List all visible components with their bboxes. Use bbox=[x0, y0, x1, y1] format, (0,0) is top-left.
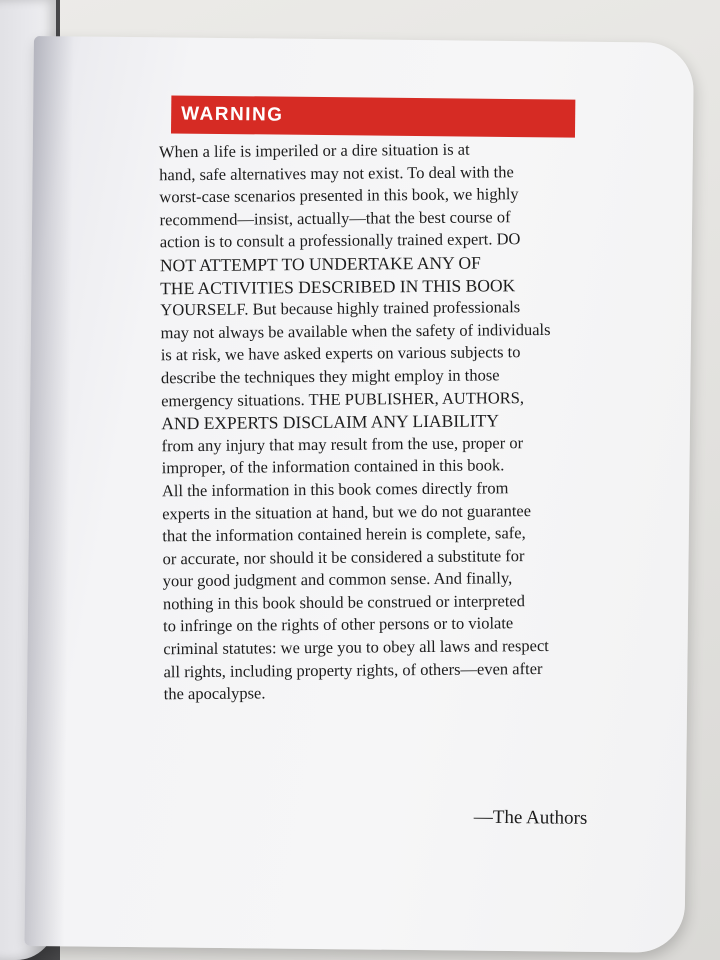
text-line: YOURSELF. But because highly trained professionals bbox=[160, 297, 521, 320]
text-line: nothing in this book should be construed or interpreted bbox=[162, 591, 526, 614]
signature: —The Authors bbox=[473, 806, 588, 829]
page-gutter-shadow bbox=[24, 36, 74, 946]
text-line: All the information in this book comes directly from bbox=[161, 478, 509, 501]
text-line: recommend—insist, actually—that the best course of bbox=[159, 207, 511, 230]
text-line: the apocalypse. bbox=[163, 683, 266, 704]
text-line: hand, safe alternatives may not exist. To deal with the bbox=[159, 161, 514, 184]
disclaimer-text bbox=[159, 137, 614, 706]
text-line: from any injury that may result from the use, proper or bbox=[161, 432, 524, 456]
warning-banner bbox=[171, 95, 575, 137]
text-line: criminal statutes: we urge you to obey all laws and respect bbox=[163, 635, 549, 659]
text-line: to infringe on the rights of other persons or to violate bbox=[163, 613, 514, 636]
text-line: that the information contained herein is complete, safe, bbox=[162, 523, 526, 546]
text-line: experts in the situation at hand, but we do not guarantee bbox=[162, 500, 532, 523]
text-line: When a life is imperiled or a dire situation is at bbox=[158, 139, 470, 162]
text-line: your good judgment and common sense. And finally, bbox=[162, 568, 513, 591]
text-line: AND EXPERTS DISCLAIM ANY LIABILITY bbox=[161, 410, 500, 434]
text-line: or accurate, nor should it be considered a substitute for bbox=[162, 545, 525, 568]
text-line: emergency situations. THE PUBLISHER, AUTHORS, bbox=[161, 387, 525, 410]
text-line: is at risk, we have asked experts on various subjects to bbox=[160, 342, 521, 365]
text-line: NOT ATTEMPT TO UNDERTAKE ANY OF bbox=[159, 252, 481, 276]
text-line: THE ACTIVITIES DESCRIBED IN THIS BOOK bbox=[160, 274, 516, 298]
text-line: improper, of the information contained in this book. bbox=[161, 455, 505, 478]
text-line: describe the techniques they might employ in those bbox=[160, 365, 500, 388]
text-line: worst-case scenarios presented in this book, we highly bbox=[159, 184, 519, 207]
text-line: action is to consult a professionally trained expert. DO bbox=[159, 229, 521, 252]
warning-title: WARNING bbox=[181, 103, 284, 126]
text-line: all rights, including property rights, of others—even after bbox=[163, 658, 543, 681]
book-page bbox=[24, 36, 693, 953]
text-line: may not always be available when the safety of individuals bbox=[160, 319, 551, 343]
